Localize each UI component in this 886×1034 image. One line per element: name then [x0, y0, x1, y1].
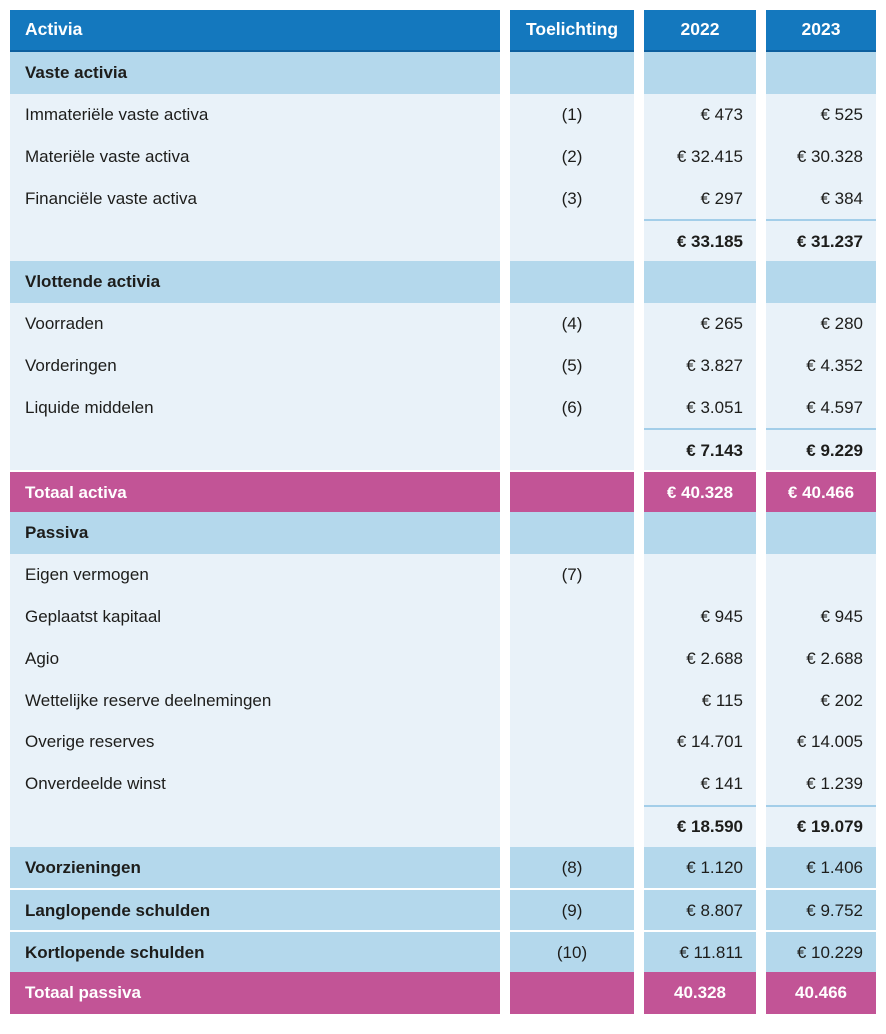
- row-label-cell: Vlottende activia: [10, 261, 500, 303]
- row-label-cell: Immateriële vaste activa: [10, 94, 500, 136]
- row-note-cell: (5): [510, 345, 634, 387]
- row-2022-cell: € 14.701: [644, 721, 756, 763]
- row-2022-cell: € 32.415: [644, 135, 756, 177]
- table-row: [10, 721, 876, 763]
- table-header-row: [10, 10, 876, 52]
- row-label-cell: Onverdeelde winst: [10, 763, 500, 805]
- table-row: [10, 679, 876, 721]
- row-2022-cell: € 3.827: [644, 345, 756, 387]
- row-2022-cell: € 33.185: [644, 219, 756, 261]
- row-2022-cell: € 7.143: [644, 428, 756, 470]
- table-row: [10, 972, 876, 1014]
- row-note-cell: (6): [510, 386, 634, 428]
- table-row: [10, 470, 876, 512]
- row-label-cell: Liquide middelen: [10, 386, 500, 428]
- row-label-cell: [10, 219, 500, 261]
- row-label-cell: Financiële vaste activa: [10, 177, 500, 219]
- column-header-2023: 2023: [766, 10, 876, 52]
- table-row: [10, 135, 876, 177]
- row-label-cell: Agio: [10, 637, 500, 679]
- row-2023-cell: € 1.239: [766, 763, 876, 805]
- table-row: [10, 596, 876, 638]
- row-note-cell: [510, 512, 634, 554]
- row-2022-cell: € 40.328: [644, 470, 756, 512]
- row-label-cell: Vorderingen: [10, 345, 500, 387]
- row-note-cell: [510, 470, 634, 512]
- column-header-activia: Activia: [10, 10, 500, 52]
- row-note-cell: [510, 219, 634, 261]
- table-row: [10, 261, 876, 303]
- row-2023-cell: [766, 52, 876, 94]
- row-label-cell: Voorraden: [10, 303, 500, 345]
- row-label-cell: Geplaatst kapitaal: [10, 596, 500, 638]
- row-2022-cell: € 945: [644, 596, 756, 638]
- column-header-toelichting: Toelichting: [510, 10, 634, 52]
- row-label-cell: Totaal passiva: [10, 972, 500, 1014]
- row-2023-cell: € 9.229: [766, 428, 876, 470]
- row-2022-cell: € 11.811: [644, 930, 756, 972]
- column-header-2022: 2022: [644, 10, 756, 52]
- row-2022-cell: € 265: [644, 303, 756, 345]
- row-note-cell: [510, 52, 634, 94]
- table-row: [10, 763, 876, 805]
- table-row: [10, 386, 876, 428]
- row-2022-cell: [644, 261, 756, 303]
- row-note-cell: (3): [510, 177, 634, 219]
- table-row: [10, 888, 876, 930]
- row-note-cell: (9): [510, 888, 634, 930]
- row-label-cell: Wettelijke reserve deelnemingen: [10, 679, 500, 721]
- row-label-cell: Totaal activa: [10, 470, 500, 512]
- row-2022-cell: [644, 512, 756, 554]
- row-2022-cell: € 18.590: [644, 805, 756, 847]
- row-2023-cell: € 30.328: [766, 135, 876, 177]
- row-note-cell: (1): [510, 94, 634, 136]
- row-note-cell: (8): [510, 847, 634, 889]
- row-2023-cell: [766, 261, 876, 303]
- row-2023-cell: € 280: [766, 303, 876, 345]
- row-2023-cell: € 1.406: [766, 847, 876, 889]
- row-2023-cell: € 9.752: [766, 888, 876, 930]
- row-2022-cell: € 297: [644, 177, 756, 219]
- row-label-cell: Vaste activia: [10, 52, 500, 94]
- row-2023-cell: € 525: [766, 94, 876, 136]
- row-label-cell: [10, 805, 500, 847]
- row-2023-cell: 40.466: [766, 972, 876, 1014]
- row-note-cell: [510, 805, 634, 847]
- row-2022-cell: € 473: [644, 94, 756, 136]
- row-note-cell: [510, 637, 634, 679]
- row-2022-cell: € 141: [644, 763, 756, 805]
- row-label-cell: Voorzieningen: [10, 847, 500, 889]
- row-2022-cell: € 8.807: [644, 888, 756, 930]
- table-row: [10, 94, 876, 136]
- row-label-cell: Passiva: [10, 512, 500, 554]
- row-2023-cell: € 31.237: [766, 219, 876, 261]
- table-row: [10, 512, 876, 554]
- table-row: [10, 930, 876, 972]
- row-2023-cell: € 2.688: [766, 637, 876, 679]
- row-note-cell: (10): [510, 930, 634, 972]
- row-2023-cell: [766, 554, 876, 596]
- row-note-cell: (7): [510, 554, 634, 596]
- balance-sheet-table: [10, 10, 876, 1014]
- row-note-cell: [510, 679, 634, 721]
- table-row: [10, 345, 876, 387]
- row-2022-cell: € 2.688: [644, 637, 756, 679]
- table-row: [10, 219, 876, 261]
- row-2023-cell: € 40.466: [766, 470, 876, 512]
- row-2023-cell: € 4.352: [766, 345, 876, 387]
- row-2023-cell: € 10.229: [766, 930, 876, 972]
- table-row: [10, 805, 876, 847]
- row-note-cell: (2): [510, 135, 634, 177]
- row-2022-cell: € 1.120: [644, 847, 756, 889]
- row-label-cell: Materiële vaste activa: [10, 135, 500, 177]
- row-2022-cell: € 3.051: [644, 386, 756, 428]
- row-2023-cell: € 384: [766, 177, 876, 219]
- row-note-cell: [510, 763, 634, 805]
- row-note-cell: [510, 596, 634, 638]
- table-row: [10, 303, 876, 345]
- row-2023-cell: € 4.597: [766, 386, 876, 428]
- row-note-cell: (4): [510, 303, 634, 345]
- row-label-cell: Eigen vermogen: [10, 554, 500, 596]
- row-2022-cell: [644, 52, 756, 94]
- table-row: [10, 554, 876, 596]
- row-label-cell: Overige reserves: [10, 721, 500, 763]
- row-label-cell: Langlopende schulden: [10, 888, 500, 930]
- row-2022-cell: 40.328: [644, 972, 756, 1014]
- table-row: [10, 177, 876, 219]
- row-label-cell: [10, 428, 500, 470]
- row-2023-cell: € 945: [766, 596, 876, 638]
- row-note-cell: [510, 428, 634, 470]
- table-row: [10, 52, 876, 94]
- row-note-cell: [510, 721, 634, 763]
- table-row: [10, 637, 876, 679]
- row-label-cell: Kortlopende schulden: [10, 930, 500, 972]
- row-2023-cell: € 14.005: [766, 721, 876, 763]
- row-2023-cell: € 202: [766, 679, 876, 721]
- row-2022-cell: [644, 554, 756, 596]
- table-row: [10, 847, 876, 889]
- row-2022-cell: € 115: [644, 679, 756, 721]
- row-2023-cell: € 19.079: [766, 805, 876, 847]
- table-row: [10, 428, 876, 470]
- row-note-cell: [510, 261, 634, 303]
- row-note-cell: [510, 972, 634, 1014]
- row-2023-cell: [766, 512, 876, 554]
